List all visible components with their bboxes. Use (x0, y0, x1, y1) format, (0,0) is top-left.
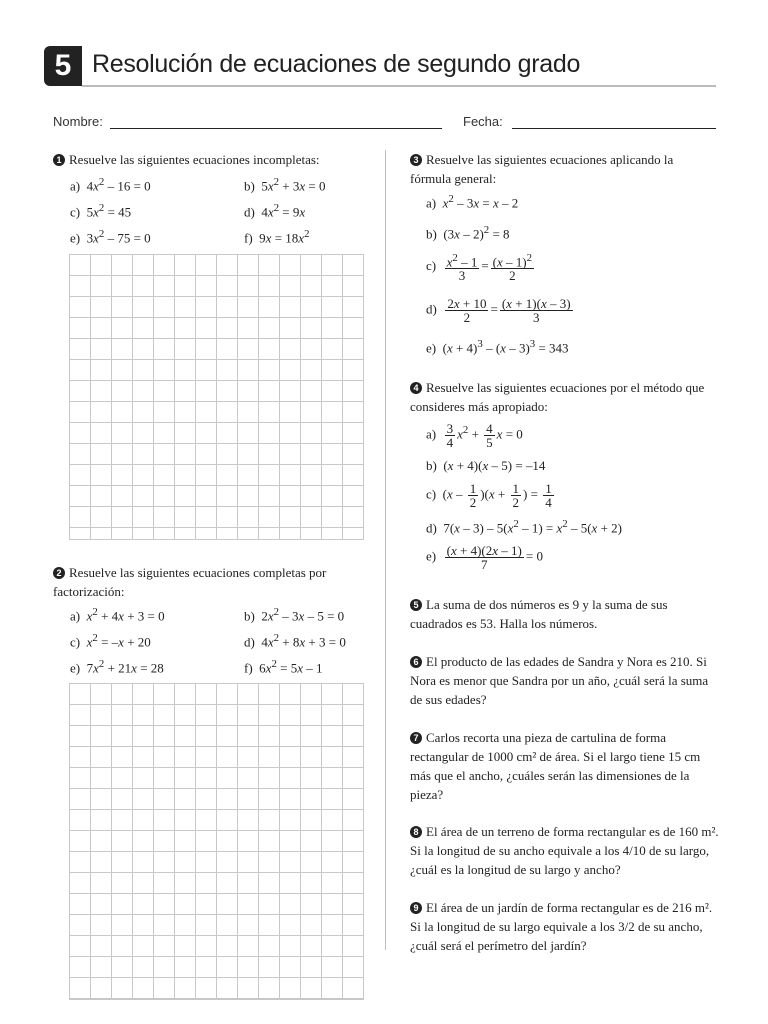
question-text: El producto de las edades de Sandra y Nora es 210. Si Nora es menor que Sandra por un año, ¿cuál será la suma de sus edades? (410, 654, 709, 707)
unit-number: 5 (44, 46, 82, 86)
column-divider (385, 150, 386, 950)
eq-1c: c) $5x^2 = 45$ (70, 202, 132, 220)
question-number: 6 (410, 656, 422, 668)
eq-3e: e) $(x + 4)^3 - (x - 3)^3 = 343$ (426, 338, 569, 356)
question-text: Resuelve las siguientes ecuaciones por el método que consideres más apropiado: (410, 380, 705, 414)
eq-2e: e) $7x^2 + 21x = 28$ (70, 658, 164, 676)
eq-3c: c) $\frac{x^2 - 1}{3}$ = $\frac{(x - 1)^2}{2}$ (426, 252, 533, 284)
eq-2f: f) $6x^2 = 5x - 1$ (244, 658, 323, 676)
question-number: 1 (53, 154, 65, 166)
question-text: El área de un terreno de forma rectangular es de 160 m². Si la longitud de su ancho equivale a los 4/10 de su largo, ¿cuál es la longitud de su largo y ancho? (410, 824, 719, 877)
date-field[interactable] (512, 128, 716, 129)
header-rule (82, 85, 716, 87)
eq-2a: a) $x^2 + 4x + 3 = 0$ (70, 606, 165, 624)
eq-1b: b) $5x^2 + 3x = 0$ (244, 176, 326, 194)
question-text: Carlos recorta una pieza de cartulina de forma rectangular de 1000 cm² de área. Si el largo tiene 15 cm más que el ancho, ¿cuáles serán las dimensiones de la pieza? (410, 730, 701, 802)
eq-3d: d) $\frac{2x + 10}{2}$ = $\frac{(x + 1)(x - 3)}{3}$ (426, 296, 571, 325)
eq-1a: a) $4x^2 - 16 = 0$ (70, 176, 151, 194)
question-7 (410, 728, 710, 804)
question-text: La suma de dos números es 9 y la suma de sus cuadrados es 53. Halla los números. (410, 597, 668, 631)
eq-1f: f) $9x = 18x^2$ (244, 228, 310, 246)
question-2 (53, 563, 363, 601)
eq-4b: b) (x + 4)(x – 5) = –14 (426, 458, 546, 473)
eq-4e: e) $\frac{(x + 4)(2x - 1)}{7}$ = 0 (426, 543, 543, 572)
question-text: El área de un jardín de forma rectangular es de 216 m². Si la longitud de su largo equivale a los 3/2 de su ancho, ¿cuál será el perímetro del jardín? (410, 900, 713, 953)
answer-grid-2[interactable] (69, 683, 364, 1000)
question-number: 3 (410, 154, 422, 166)
eq-3b: b) (3x – 2)$^2$ = 8 (426, 224, 510, 242)
question-text: Resuelve las siguientes ecuaciones completas por factorización: (53, 565, 327, 599)
eq-2b: b) $2x^2 - 3x - 5 = 0$ (244, 606, 345, 624)
question-4 (410, 378, 730, 416)
page-title: Resolución de ecuaciones de segundo grado (92, 50, 581, 78)
question-9 (410, 898, 720, 955)
question-3 (410, 150, 710, 188)
question-number: 2 (53, 567, 65, 579)
eq-2c: c) $x^2 = -x + 20$ (70, 632, 151, 650)
name-field[interactable] (110, 128, 442, 129)
question-number: 5 (410, 599, 422, 611)
eq-4d: d) $7(x - 3) - 5(x^2 - 1) = x^2 - 5(x + 2)$ (426, 518, 622, 536)
question-text: Resuelve las siguientes ecuaciones incompletas: (69, 152, 320, 167)
question-1 (53, 150, 373, 169)
eq-4a: a) $\frac{3}{4}$ $x^2$ + $\frac{4}{5}$ x = 0 (426, 421, 523, 450)
question-5 (410, 595, 720, 633)
eq-1e: e) $3x^2 - 75 = 0$ (70, 228, 151, 246)
name-label: Nombre: (53, 114, 103, 129)
question-number: 4 (410, 382, 422, 394)
question-number: 8 (410, 826, 422, 838)
eq-4c: c) (x – $\frac{1}{2}$ )(x + $\frac{1}{2}$ ) = $\frac{1}{4}$ (426, 481, 552, 510)
question-6 (410, 652, 720, 709)
date-label: Fecha: (463, 114, 503, 129)
answer-grid-1[interactable] (69, 254, 364, 540)
question-number: 9 (410, 902, 422, 914)
question-8 (410, 822, 720, 879)
question-number: 7 (410, 732, 422, 744)
question-text: Resuelve las siguientes ecuaciones aplicando la fórmula general: (410, 152, 674, 186)
eq-1d: d) $4x^2 = 9x$ (244, 202, 306, 220)
eq-3a: a) $x^2 - 3x = x - 2$ (426, 193, 519, 211)
eq-2d: d) $4x^2 + 8x + 3 = 0$ (244, 632, 346, 650)
